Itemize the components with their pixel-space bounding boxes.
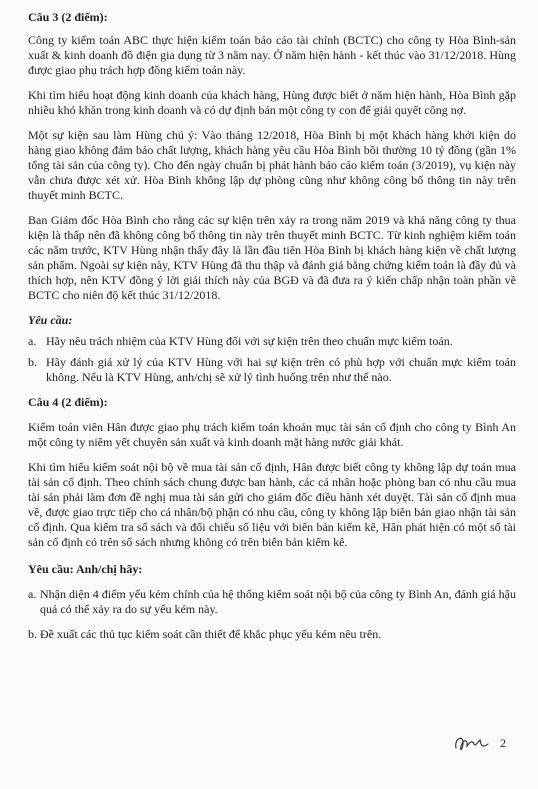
document-page: [28, 8, 516, 642]
q4-paragraph-1: Kiểm toán viên Hân được giao phụ trách kiểm toán khoản mục tài sản cố định cho công ty Bình An một công ty niêm yết chuyên sản xuất và kinh doanh mặt hàng nước giải khát.: [28, 420, 516, 449]
q4-item-a-label: a.: [28, 587, 37, 601]
q4-item-b-label: b.: [28, 627, 37, 641]
q3-paragraph-4: Ban Giám đốc Hòa Bình cho rằng các sự kiện trên xảy ra trong năm 2019 và khả năng công ty thua kiện là thấp nên đã không công bố thông tin này trên thuyết minh BCTC. Từ kinh nghiệm kiểm toán các năm trước, KTV Hùng nhận thấy đây là lần đầu tiên Hòa Bình bị khách hàng kiện về chất lượng sản phẩm. Ngoài sự kiện này, KTV Hùng đã thu thập và đánh giá bằng chứng kiểm toán là đầy đủ và thích hợp, nên KTV đồng ý lời giải thích này của BGĐ và đã đưa ra ý kiến chấp nhận toàn phần về BCTC cho niên độ kết thúc 31/12/2018.: [28, 213, 516, 302]
q3-paragraph-3: Một sự kiện sau làm Hùng chú ý: Vào tháng 12/2018, Hòa Bình bị một khách hàng khởi kiện do hàng giao không đảm bảo chất lượng, khách hàng yêu cầu Hòa Bình bồi thường 10 tỷ đồng (gần 1% tổng tài sản của công ty). Cho đến ngày chuẩn bị phát hành báo cáo kiểm toán (3/2019), vụ kiện này vẫn chưa được xét xử. Hòa Bình không lập dự phòng cũng như không công bố thông tin này trên thuyết minh BCTC.: [28, 128, 516, 202]
q3-item-a-label: a.: [28, 334, 37, 348]
handwritten-signature: [452, 732, 492, 754]
q3-item-b-label: b.: [28, 355, 37, 369]
q3-requirement-label: Yêu cầu:: [28, 313, 73, 327]
q3-paragraph-1: Công ty kiểm toán ABC thực hiện kiểm toán báo cáo tài chính (BCTC) cho công ty Hòa Bình-sản xuất & kinh doanh đồ điện gia dụng từ 3 năm nay. Ở năm hiện hành - kết thúc vào 31/12/2018. Hùng được giao phụ trách hợp đồng kiểm toán này.: [28, 33, 516, 77]
q4-heading: Câu 4 (2 điểm):: [28, 395, 108, 409]
q4-item-a-text: Nhận diện 4 điểm yếu kém chính của hệ thống kiểm soát nội bộ của công ty Bình An, đánh giá hậu quả có thể xảy ra do sự yếu kém này.: [40, 587, 516, 616]
q3-item-b-text: Hãy đánh giá xử lý của KTV Hùng với hai sự kiện trên có phù hợp với chuẩn mực kiểm toán không. Nếu là KTV Hùng, anh/chị sẽ xử lý tình huống trên như thế nào.: [46, 355, 516, 384]
q3-heading: Câu 3 (2 điểm):: [28, 10, 108, 24]
q3-item-b: [28, 355, 516, 385]
q3-item-a-text: Hãy nêu trách nhiệm của KTV Hùng đối với sự kiện trên theo chuẩn mực kiểm toán.: [46, 334, 453, 348]
q3-paragraph-2: Khi tìm hiểu hoạt động kinh doanh của khách hàng, Hùng được biết ở năm hiện hành, Hòa Bình gặp nhiều khó khăn trong kinh doanh và có dự định bán một công ty con để giải quyết công nợ.: [28, 88, 516, 117]
q3-item-a: [28, 334, 516, 349]
page-number: 2: [500, 736, 506, 750]
q4-paragraph-2: Khi tìm hiểu kiểm soát nội bộ về mua tài sản cố định, Hân được biết công ty không lập dự toán mua tài sản cố định. Theo chính sách chung được ban hành, các cá nhân hoặc phòng ban có nhu cầu mua tài sản phải làm đơn đề nghị mua tài sản gửi cho giám đốc điều hành xét duyệt. Tài sản cố định mua về, được giao trực tiếp cho cá nhân/bộ phận có nhu cầu, công ty không lập biên bản giao nhận tài sản cố định. Qua kiểm tra sổ sách và đối chiếu số liệu với biên bản kiểm kê, Hân phát hiện có một số tài sản cố định có trên sổ sách nhưng không có trên biên bản kiểm kê.: [28, 460, 516, 549]
q4-requirement-label: Yêu cầu: Anh/chị hãy:: [28, 562, 143, 576]
q4-item-a: [28, 587, 516, 617]
q4-item-b: [28, 627, 516, 642]
q4-item-b-text: Đề xuất các thủ tục kiểm soát cần thiết để khắc phục yếu kém nêu trên.: [40, 627, 382, 641]
